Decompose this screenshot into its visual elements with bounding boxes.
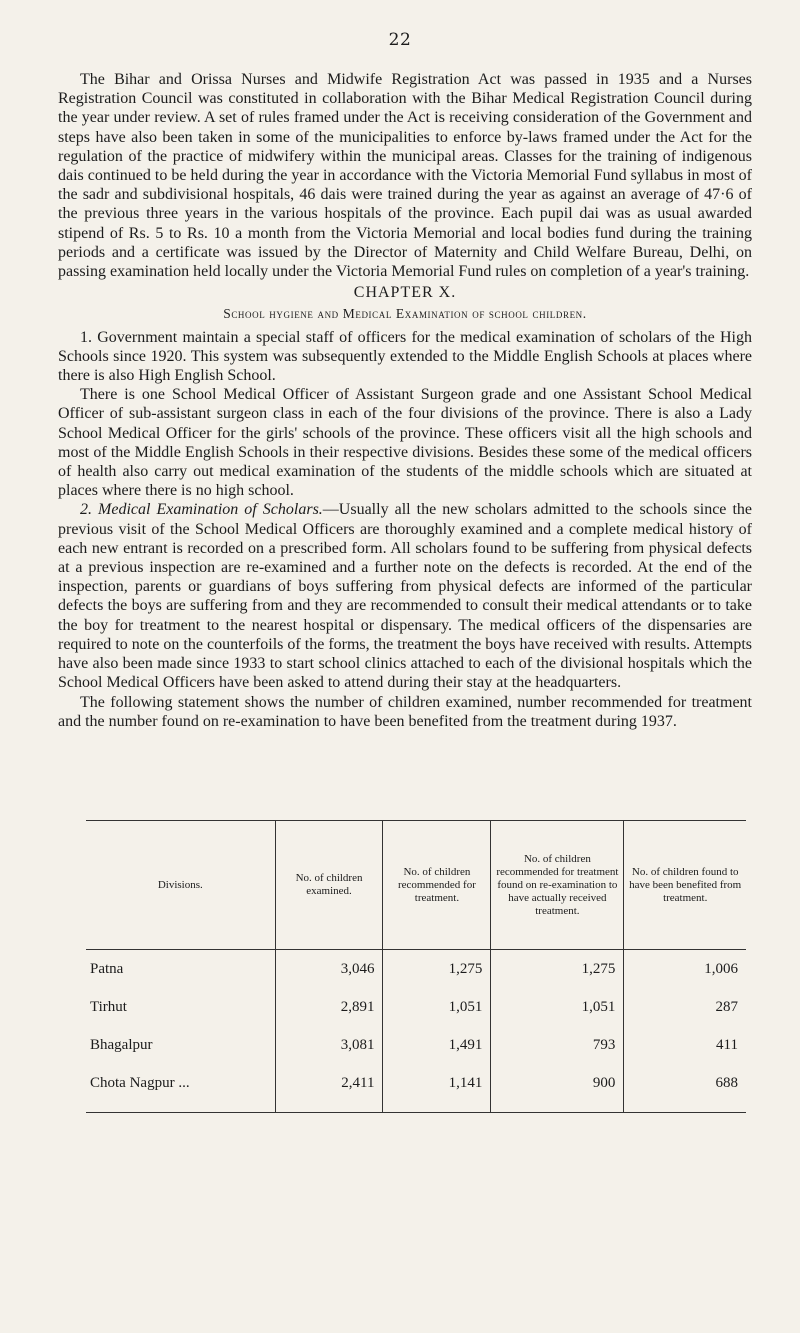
table-row [86, 988, 746, 1026]
paragraph-4: The following statement shows the number of children examined, number recommended for treatment and the number found on re-examination to have been benefited from the treatment during 1937. [58, 693, 752, 730]
received-cell: 793 [491, 1026, 624, 1064]
examined-cell: 3,081 [275, 1026, 383, 1064]
recommended-cell: 1,491 [383, 1026, 491, 1064]
recommended-cell: 1,141 [383, 1064, 491, 1113]
section-heading: School hygiene and Medical Examination of school children. [223, 306, 587, 322]
statistics-table [86, 820, 746, 1113]
header-recommended: No. of children recommended for treatment. [383, 821, 491, 950]
paragraph-3 [58, 500, 752, 692]
table-row [86, 1064, 746, 1113]
received-cell: 900 [491, 1064, 624, 1113]
division-cell: Patna [90, 960, 124, 977]
header-received-treatment: No. of children recommended for treatment found on re-examination to have actually received treatment. [491, 821, 624, 950]
division-cell: Tirhut [90, 998, 127, 1015]
paragraph-1: 1. Government maintain a special staff of officers for the medical examination of scholars of the High Schools since 1920. This system was subsequently extended to the Middle English Schools at places where there is also High English School. [58, 328, 752, 385]
benefited-cell: 1,006 [624, 950, 746, 989]
intro-paragraph: The Bihar and Orissa Nurses and Midwife Registration Act was passed in 1935 and a Nurses Registration Council was constituted in collaboration with the Bihar Medical Registration Council during the year under review. A set of rules framed under the Act is receiving consideration of the Government and steps have also been taken in some of the municipalities to enforce by-laws framed under the Act for the regulation of the practice of midwifery within the municipal areas. Classes for the training of indigenous dais continued to be held during the year in accordance with the Victoria Memorial Fund syllabus in most of the sadr and subdivisional hospitals, 46 dais were trained during the year as against an average of 47·6 of the previous three years in the various hospitals of the province. Each pupil dai was as usual awarded stipend of Rs. 5 to Rs. 10 a month from the Victoria Memorial and local bodies fund during the training periods and a certificate was issued by the Director of Maternity and Child Welfare Bureau, Delhi, on passing examination held locally under the Victoria Memorial Fund rules on completion of a year's training. [58, 71, 752, 281]
recommended-cell: 1,275 [383, 950, 491, 989]
examined-cell: 3,046 [275, 950, 383, 989]
examined-cell: 2,891 [275, 988, 383, 1026]
paragraph-3-body: —Usually all the new scholars admitted to the schools since the previous visit of the School Medical Officers are thoroughly examined and a complete medical history of each new entrant is recorded on a prescribed form. All scholars found to be suffering from physical defects at a previous inspection are re-examined and a further note on the defects is recorded. At the end of the inspection, parents or guardians of boys suffering from physical defects are informed of the particular defects the boys are suffering from and they are recommended to consult their medical attendants or to take the boy for treatment to the nearest hospital or dispensary. The medical officers of the dispensaries are required to note on the counterfoils of the forms, the treatment the boys have received with results. Attempts have also been made since 1933 to start school clinics attached to each of the divisional hospitals which the School Medical Officers have been asked to attend during their stay at the headquarters. [58, 501, 752, 692]
page-number: 22 [388, 30, 412, 50]
table-row [86, 1026, 746, 1064]
chapter-heading: CHAPTER X. [353, 284, 457, 302]
benefited-cell: 688 [624, 1064, 746, 1113]
header-divisions: Divisions. [86, 821, 275, 950]
paragraph-3-heading: 2. Medical Examination of Scholars. [80, 501, 323, 519]
header-benefited: No. of children found to have been benefited from treatment. [624, 821, 746, 950]
paragraph-2: There is one School Medical Officer of Assistant Surgeon grade and one Assistant School Medical Officer of sub-assistant surgeon class in each of the four divisions of the province. There is also a Lady School Medical Officer for the girls' schools of the province. These officers visit all the high schools and most of the Middle English Schools in their respective divisions. Besides these some of the medical officers of health also carry out medical examination of the students of the middle schools which are situated at places where there is no high school. [58, 386, 752, 500]
recommended-cell: 1,051 [383, 988, 491, 1026]
division-cell: Chota Nagpur ... [86, 1064, 275, 1113]
received-cell: 1,051 [491, 988, 624, 1026]
header-examined: No. of children examined. [275, 821, 383, 950]
body-text [58, 70, 752, 731]
benefited-cell: 411 [624, 1026, 746, 1064]
table-row [86, 950, 746, 989]
benefited-cell: 287 [624, 988, 746, 1026]
received-cell: 1,275 [491, 950, 624, 989]
division-cell: Bhagalpur [90, 1036, 153, 1053]
table-header-row [86, 821, 746, 950]
examined-cell: 2,411 [275, 1064, 383, 1113]
